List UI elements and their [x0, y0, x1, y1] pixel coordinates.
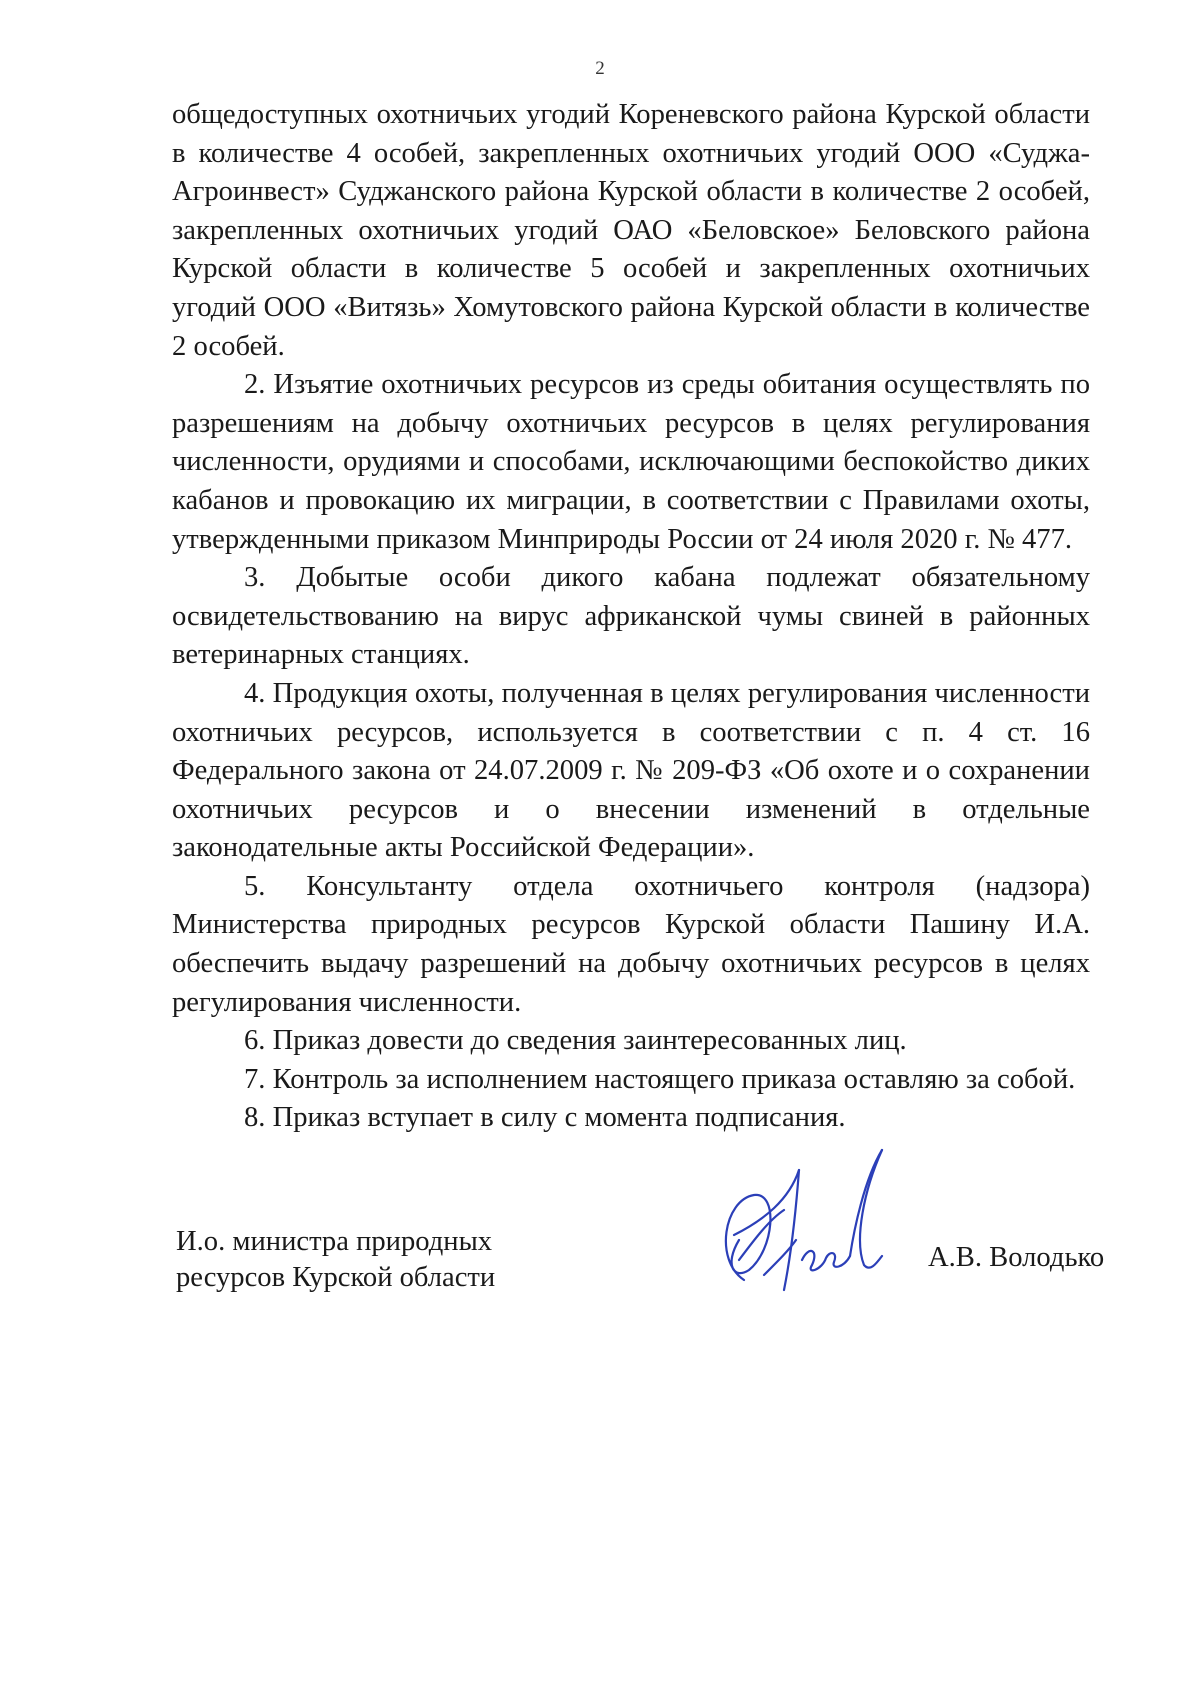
paragraph-item-2: 2. Изъятие охотничьих ресурсов из среды обитания осуществлять по разрешениям на добычу охотничьих ресурсов в целях регулирования численности, орудиями и способами, исключающими беспокойство диких кабанов и провокацию их миграции, в соответствии с Правилами охоты, утвержденными приказом Минприроды России от 24 июля 2020 г. № 477. [172, 369, 1090, 555]
handwritten-signature [704, 1140, 914, 1310]
paragraph-item-3: 3. Добытые особи дикого кабана подлежат обязательному освидетельствованию на вирус африканской чумы свиней в районных ветеринарных станциях. [172, 562, 1090, 671]
paragraph-continuation: общедоступных охотничьих угодий Кореневского района Курской области в количестве 4 особей, закрепленных охотничьих угодий ООО «Суджа-Агроинвест» Суджанского района Курской области в количестве 2 особей, закрепленных охотничьих угодий ОАО «Беловское» Беловского района Курской области в количестве 5 особей и закрепленных охотничьих угодий ООО «Витязь» Хомутовского района Курской области в количестве 2 особей. [172, 99, 1090, 362]
paragraph-item-8: 8. Приказ вступает в силу с момента подписания. [244, 1102, 846, 1134]
position-line-1: И.о. министра природных [176, 1226, 493, 1257]
paragraph-item-7: 7. Контроль за исполнением настоящего приказа оставляю за собой. [244, 1063, 1076, 1095]
paragraph-item-6: 6. Приказ довести до сведения заинтересованных лиц. [244, 1025, 907, 1057]
position-line-2: ресурсов Курской области [176, 1262, 496, 1293]
page-number: 2 [595, 58, 605, 79]
signer-name: А.В. Володько [928, 1242, 1105, 1273]
paragraph-item-4: 4. Продукция охоты, полученная в целях регулирования численности охотничьих ресурсов, используется в соответствии с п. 4 ст. 16 Федерального закона от 24.07.2009 г. № 209-ФЗ «Об охоте и о сохранении охотничьих ресурсов и о внесении изменений в отдельные законодательные акты Российской Федерации». [172, 677, 1090, 864]
signatory-position [176, 1224, 495, 1296]
document-body [172, 96, 1090, 1138]
paragraph-item-5: 5. Консультанту отдела охотничьего контроля (надзора) Министерства природных ресурсов Курской области Пашину И.А. обеспечить выдачу разрешений на добычу охотничьих ресурсов в целях регулирования численности. [172, 870, 1090, 1018]
